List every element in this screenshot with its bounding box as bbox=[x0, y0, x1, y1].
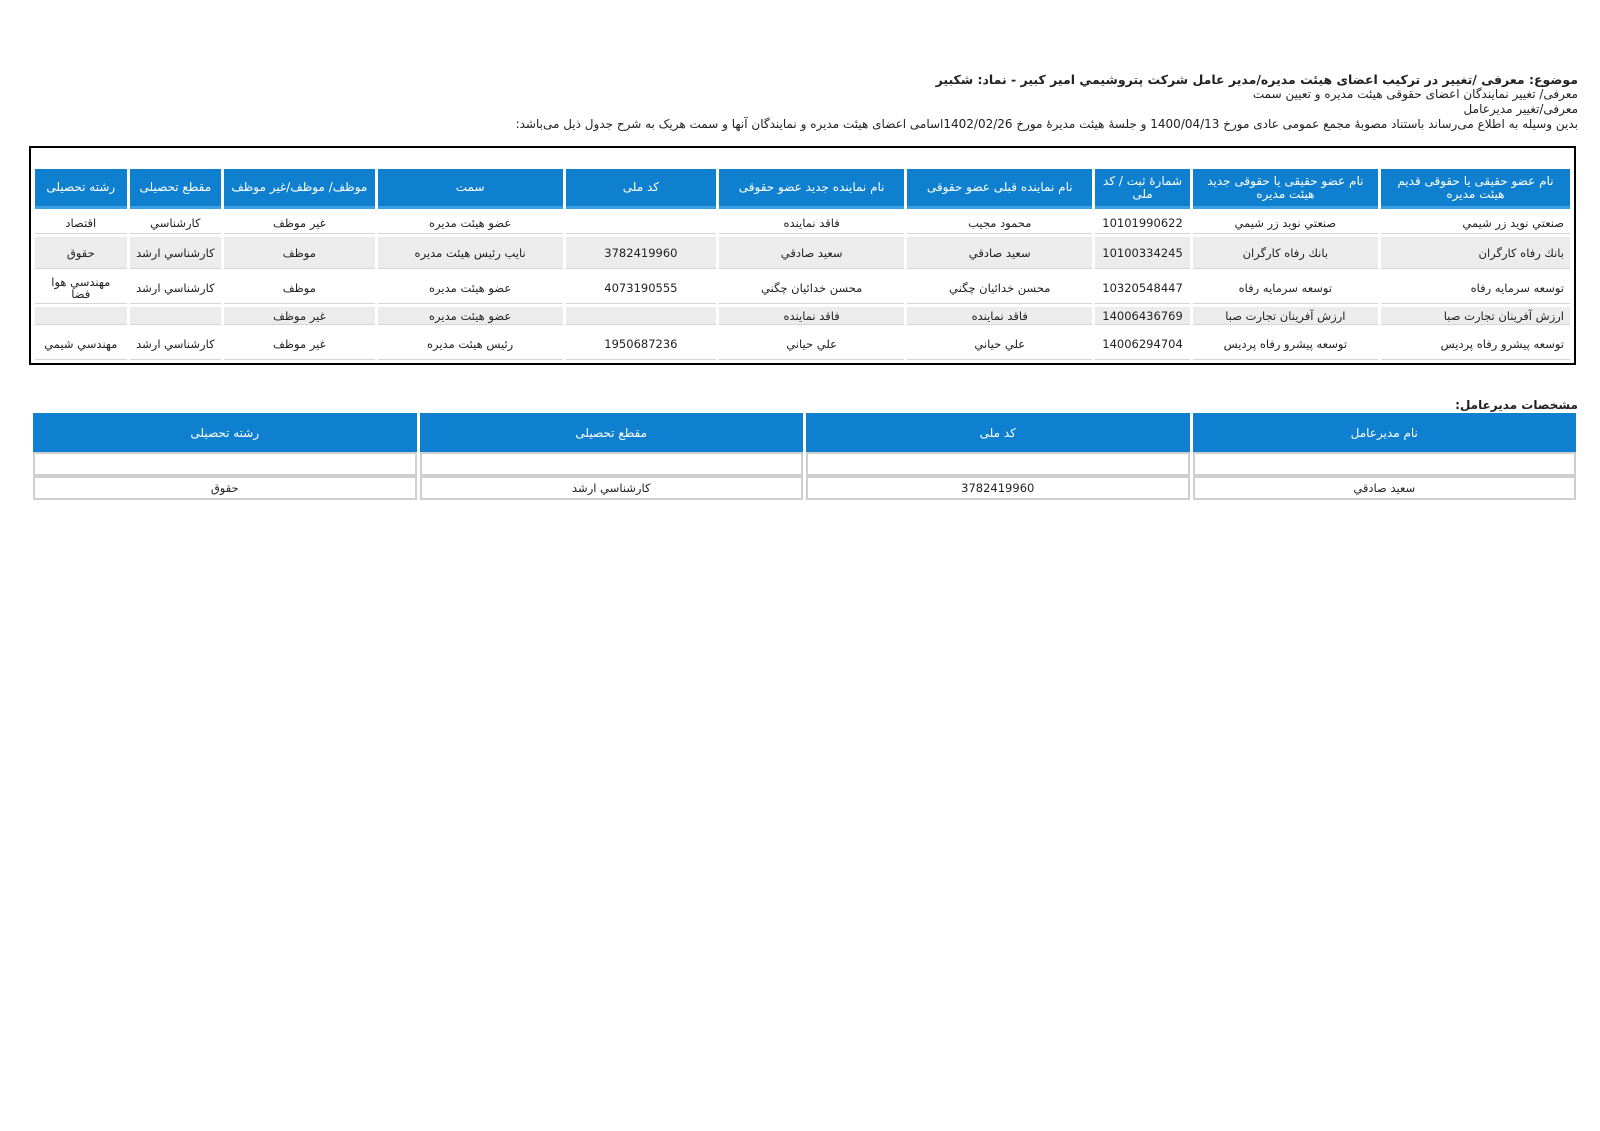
table-row bbox=[35, 237, 1570, 269]
cell-position: عضو هیئت مدیره bbox=[378, 212, 563, 234]
cell-degree bbox=[130, 307, 222, 325]
cell-old-member: توسعه سرمايه رفاه bbox=[1381, 272, 1570, 304]
cell-national-id bbox=[566, 307, 716, 325]
cell-prev-representative: محسن خدائيان چگني bbox=[907, 272, 1092, 304]
col-new-member: نام عضو حقیقی یا حقوقی جدید هیئت مدیره bbox=[1193, 169, 1378, 209]
manager-table-wrapper bbox=[30, 413, 1579, 500]
cell-national-id: 1950687236 bbox=[566, 328, 716, 360]
cell-manager-field: حقوق bbox=[33, 476, 417, 500]
col-prev-representative: نام نماینده قبلی عضو حقوقی bbox=[907, 169, 1092, 209]
col-manager-national-id: کد ملی bbox=[806, 413, 1190, 452]
cell-degree: كارشناسي bbox=[130, 212, 222, 234]
cell-registration-id: 10100334245 bbox=[1095, 237, 1190, 269]
cell-old-member: توسعه پيشرو رفاه پرديس bbox=[1381, 328, 1570, 360]
table-row bbox=[35, 212, 1570, 234]
cell-employment-type: موظف bbox=[224, 272, 374, 304]
cell-registration-id: 10320548447 bbox=[1095, 272, 1190, 304]
manager-header-row bbox=[33, 413, 1576, 452]
cell-employment-type: غیر موظف bbox=[224, 212, 374, 234]
table-header-row bbox=[35, 169, 1570, 209]
board-members-table bbox=[32, 166, 1573, 363]
cell-new-representative: سعيد صادقي bbox=[719, 237, 904, 269]
col-field: رشته تحصیلی bbox=[35, 169, 127, 209]
cell-new-member: بانك رفاه كارگران bbox=[1193, 237, 1378, 269]
cell-degree: كارشناسي ارشد bbox=[130, 328, 222, 360]
col-manager-field: رشته تحصیلی bbox=[33, 413, 417, 452]
cell-field: مهندسي هوا فضا bbox=[35, 272, 127, 304]
cell-prev-representative: محمود مجيب bbox=[907, 212, 1092, 234]
cell-new-member: صنعتي نويد زر شيمي bbox=[1193, 212, 1378, 234]
cell-employment-type: غیر موظف bbox=[224, 328, 374, 360]
cell-national-id: 4073190555 bbox=[566, 272, 716, 304]
cell-new-representative: فاقد نماینده bbox=[719, 307, 904, 325]
cell-employment-type: موظف bbox=[224, 237, 374, 269]
subject-line: موضوع: معرفی /تغییر در ترکیب اعضای هیئت مدیره/مدیر عامل شرکت پتروشیمي امير كبير - نماد: شکبیر bbox=[935, 72, 1578, 87]
cell-manager-degree: كارشناسي ارشد bbox=[420, 476, 804, 500]
cell-prev-representative: علي حياني bbox=[907, 328, 1092, 360]
cell-degree: كارشناسي ارشد bbox=[130, 237, 222, 269]
spacer-row bbox=[33, 452, 1576, 476]
manager-section-title: مشخصات مدیرعامل: bbox=[1455, 398, 1578, 412]
col-degree: مقطع تحصیلی bbox=[130, 169, 222, 209]
intro-line-2: معرفی/تغییر مدیرعامل bbox=[1463, 102, 1578, 116]
cell-field: مهندسي شيمي bbox=[35, 328, 127, 360]
cell-position: نایب رئیس هیئت مدیره bbox=[378, 237, 563, 269]
manager-table bbox=[30, 413, 1579, 500]
cell-field: اقتصاد bbox=[35, 212, 127, 234]
col-employment-type: موظف/ موظف/غیر موظف bbox=[224, 169, 374, 209]
cell-field bbox=[35, 307, 127, 325]
cell-old-member: صنعتي نويد زر شيمي bbox=[1381, 212, 1570, 234]
cell-new-member: توسعه پيشرو رفاه پرديس bbox=[1193, 328, 1378, 360]
cell-field: حقوق bbox=[35, 237, 127, 269]
cell-manager-national-id: 3782419960 bbox=[806, 476, 1190, 500]
table-row bbox=[35, 307, 1570, 325]
col-position: سمت bbox=[378, 169, 563, 209]
cell-new-representative: فاقد نماینده bbox=[719, 212, 904, 234]
cell-new-representative: علي حياني bbox=[719, 328, 904, 360]
cell-degree: كارشناسي ارشد bbox=[130, 272, 222, 304]
cell-employment-type: غیر موظف bbox=[224, 307, 374, 325]
board-table-frame bbox=[29, 146, 1576, 365]
col-registration-id: شمارهٔ ثبت / کد ملی bbox=[1095, 169, 1190, 209]
cell-registration-id: 14006436769 bbox=[1095, 307, 1190, 325]
cell-old-member: ارزش آفرينان تجارت صبا bbox=[1381, 307, 1570, 325]
table-row bbox=[35, 272, 1570, 304]
cell-position: رئیس هیئت مدیره bbox=[378, 328, 563, 360]
cell-national-id: 3782419960 bbox=[566, 237, 716, 269]
col-old-member: نام عضو حقیقی یا حقوقی قدیم هیئت مدیره bbox=[1381, 169, 1570, 209]
cell-manager-name: سعيد صادقي bbox=[1193, 476, 1577, 500]
cell-new-member: توسعه سرمايه رفاه bbox=[1193, 272, 1378, 304]
col-manager-degree: مقطع تحصیلی bbox=[420, 413, 804, 452]
cell-old-member: بانك رفاه كارگران bbox=[1381, 237, 1570, 269]
table-row bbox=[35, 328, 1570, 360]
cell-position: عضو هیئت مدیره bbox=[378, 307, 563, 325]
header-block bbox=[22, 72, 1578, 132]
cell-national-id bbox=[566, 212, 716, 234]
col-manager-name: نام مدیرعامل bbox=[1193, 413, 1577, 452]
cell-prev-representative: فاقد نماینده bbox=[907, 307, 1092, 325]
manager-row bbox=[33, 476, 1576, 500]
col-national-id: کد ملی bbox=[566, 169, 716, 209]
intro-line-1: معرفی/ تغییر نمایندگان اعضای حقوقی هیئت مدیره و تعیین سمت bbox=[1252, 87, 1578, 101]
intro-line-3: بدین وسیله به اطلاع می‌رساند باستناد مصوبهٔ مجمع عمومی عادی مورخ 1400/04/13 و جلسهٔ هیئت مدیرهٔ مورخ 1402/02/26اسامی اعضای هیئت مدیره و نمایندگان آنها و سمت هریک به شرح جدول ذیل می‌باشد: bbox=[515, 117, 1578, 131]
cell-registration-id: 10101990622 bbox=[1095, 212, 1190, 234]
col-new-representative: نام نماینده جدید عضو حقوقی bbox=[719, 169, 904, 209]
cell-position: عضو هیئت مدیره bbox=[378, 272, 563, 304]
cell-registration-id: 14006294704 bbox=[1095, 328, 1190, 360]
cell-prev-representative: سعيد صادقي bbox=[907, 237, 1092, 269]
cell-new-member: ارزش آفرينان تجارت صبا bbox=[1193, 307, 1378, 325]
cell-new-representative: محسن خدائيان چگني bbox=[719, 272, 904, 304]
